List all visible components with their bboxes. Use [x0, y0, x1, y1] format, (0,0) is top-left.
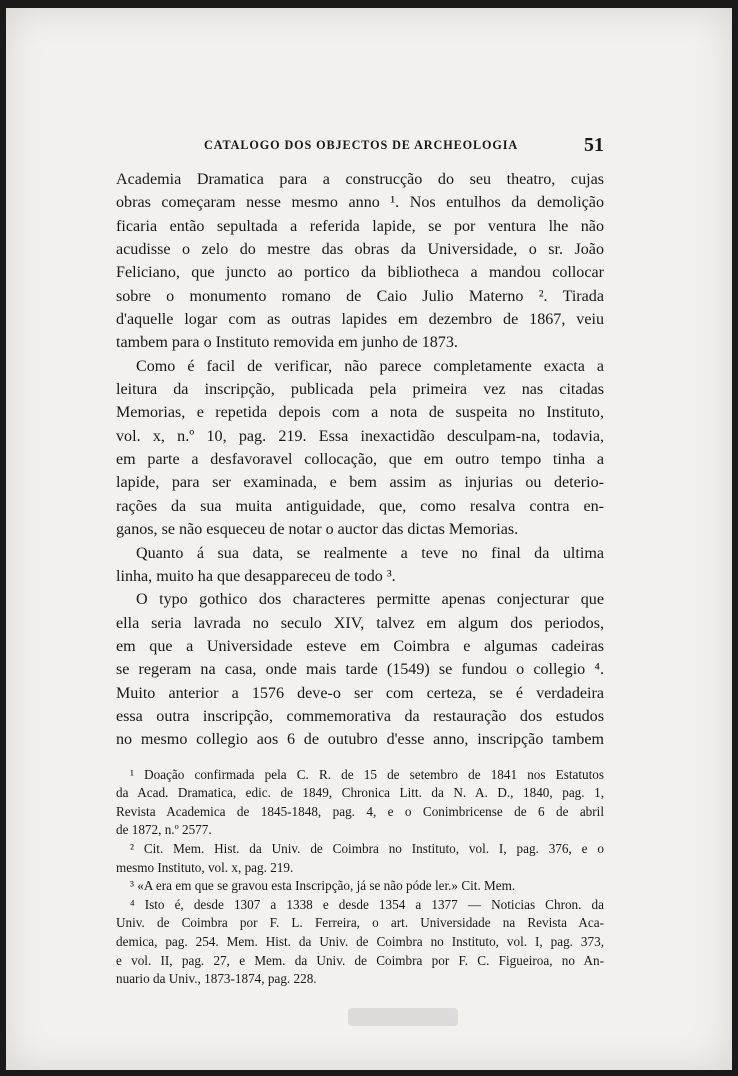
- page-content: [116, 134, 604, 989]
- text-line: tambem para o Instituto removida em junho de 1873.: [116, 334, 458, 352]
- footnote-line: demica, pag. 254. Mem. Hist. da Univ. de Coimbra no Instituto, vol. I, pag. 373,: [116, 933, 604, 949]
- footnote-line: nuario da Univ., 1873-1874, pag. 228.: [116, 971, 317, 987]
- text-line: no mesmo collegio aos 6 de outubro d'esse anno, inscripção tambem: [116, 731, 604, 749]
- footnote-line: de 1872, n.º 2577.: [116, 822, 212, 838]
- text-line: obras começaram nesse mesmo anno ¹. Nos entulhos da demolição: [116, 194, 604, 212]
- footnote-line: ² Cit. Mem. Hist. da Univ. de Coimbra no Instituto, vol. I, pag. 376, e o: [130, 840, 604, 856]
- body-text: [116, 168, 604, 752]
- text-line: em parte a desfavoravel collocação, que em outro tempo tinha a: [116, 451, 604, 469]
- footnote-line: e vol. II, pag. 27, e Mem. da Univ. de Coimbra por F. C. Figueiroa, no An-: [116, 952, 604, 968]
- text-line: ella seria lavrada no seculo XIV, talvez em algum dos periodos,: [116, 614, 604, 632]
- book-page: [6, 8, 732, 1070]
- footnote-line: Revista Academica de 1845-1848, pag. 4, e o Conimbricense de 6 de abril: [116, 803, 604, 819]
- text-line: essa outra inscripção, commemorativa da restauração dos estudos: [116, 707, 604, 725]
- text-line: Muito anterior a 1576 deve-o ser com certeza, se é verdadeira: [116, 684, 604, 702]
- text-line: Memorias, e repetida depois com a nota de suspeita no Instituto,: [116, 404, 604, 422]
- text-line: Quanto á sua data, se realmente a teve no final da ultima: [136, 544, 604, 562]
- text-line: lapide, para ser examinada, e bem assim as injurias ou deterio-: [116, 474, 604, 492]
- footnote-line: ⁴ Isto é, desde 1307 a 1338 e desde 1354 a 1377 — Noticias Chron. da: [130, 896, 604, 912]
- footnote-line: da Acad. Dramatica, edic. de 1849, Chronica Litt. da N. A. D., 1840, pag. 1,: [116, 785, 604, 801]
- running-title: CATALOGO DOS OBJECTOS DE ARCHEOLOGIA: [204, 138, 519, 152]
- footnote-line: ¹ Doação confirmada pela C. R. de 15 de setembro de 1841 nos Estatutos: [130, 766, 604, 782]
- page-header: [116, 134, 604, 156]
- text-line: sobre o monumento romano de Caio Julio Materno ². Tirada: [116, 287, 604, 305]
- ink-smudge: [348, 1008, 458, 1026]
- text-line: ganos, se não esqueceu de notar o auctor das dictas Memorias.: [116, 521, 519, 539]
- text-line: vol. x, n.º 10, pag. 219. Essa inexactidão desculpam-na, todavia,: [116, 427, 604, 445]
- text-line: Feliciano, que juncto ao portico da bibliotheca a mandou collocar: [116, 264, 604, 282]
- footnote-line: Univ. de Coimbra por F. L. Ferreira, o art. Universidade na Revista Aca-: [116, 915, 604, 931]
- text-line: em que a Universidade esteve em Coimbra e algumas cadeiras: [116, 637, 604, 655]
- text-line: Como é facil de verificar, não parece completamente exacta a: [136, 357, 604, 375]
- footnote-line: mesmo Instituto, vol. x, pag. 219.: [116, 859, 294, 875]
- text-line: se regeram na casa, onde mais tarde (1549) se fundou o collegio ⁴.: [116, 661, 604, 679]
- text-line: leitura da inscripção, publicada pela primeira vez nas citadas: [116, 381, 604, 399]
- text-line: Academia Dramatica para a construcção do seu theatro, cujas: [116, 171, 604, 188]
- text-line: O typo gothico dos characteres permitte apenas conjecturar que: [136, 591, 604, 609]
- page-number: 51: [584, 134, 604, 156]
- text-line: rações da sua muita antiguidade, que, como resalva contra en-: [116, 497, 604, 515]
- footnote-line: ³ «A era em que se gravou esta Inscripção, já se não póde ler.» Cit. Mem.: [130, 878, 516, 894]
- footnotes: [116, 766, 604, 989]
- text-line: acudisse o zelo do mestre das obras da Universidade, o sr. João: [116, 241, 604, 259]
- text-line: ficaria então sepultada a referida lapide, se por ventura lhe não: [116, 217, 604, 235]
- text-line: linha, muito ha que desappareceu de todo ³.: [116, 567, 396, 585]
- text-line: d'aquelle logar com as outras lapides em dezembro de 1867, veiu: [116, 311, 604, 329]
